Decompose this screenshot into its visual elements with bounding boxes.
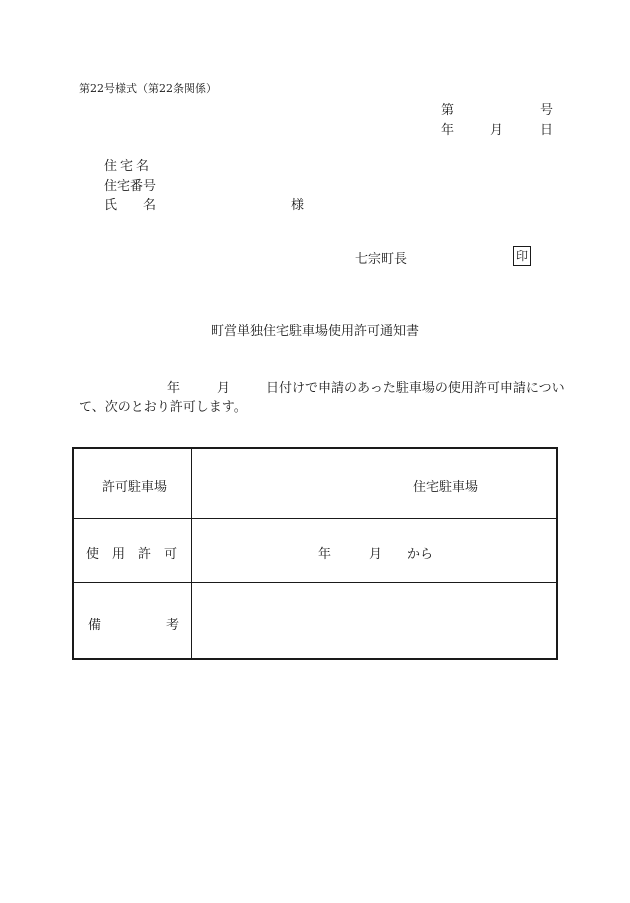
usage-permit-year: 年 — [318, 547, 332, 562]
recipient-name-label: 氏 名 — [104, 198, 157, 213]
parking-value: 住宅駐車場 — [413, 480, 479, 495]
usage-permit-month: 月 — [369, 547, 383, 562]
issue-date-year: 年 — [441, 123, 455, 138]
recipient-address-label: 住宅名 — [104, 159, 153, 174]
form-number: 第22号様式（第22条関係） — [79, 82, 217, 95]
table-row-divider — [74, 582, 556, 583]
document-number-suffix: 号 — [540, 103, 554, 118]
document-number-label: 第 — [441, 103, 455, 118]
permit-table — [72, 447, 558, 660]
recipient-house-number-label: 住宅番号 — [104, 179, 157, 194]
usage-permit-label: 使 用 許 可 — [86, 547, 178, 562]
parking-label: 許可駐車場 — [102, 480, 168, 495]
recipient-honorific: 様 — [291, 198, 305, 213]
table-column-divider — [191, 449, 192, 658]
issue-date-day: 日 — [540, 123, 554, 138]
usage-permit-from: から — [407, 547, 434, 562]
body-text-line2: て、次のとおり許可します。 — [79, 400, 247, 415]
issuer-title: 七宗町長 — [355, 252, 408, 267]
remarks-label-left: 備 — [88, 618, 102, 633]
body-year: 年 — [167, 381, 181, 396]
document-title: 町営単独住宅駐車場使用許可通知書 — [210, 324, 419, 339]
body-text-line1: 日付けで申請のあった駐車場の使用許可申請につい — [266, 381, 565, 396]
table-row-divider — [74, 518, 556, 519]
issue-date-month: 月 — [490, 123, 504, 138]
body-month: 月 — [217, 381, 231, 396]
seal-mark: 印 — [513, 246, 531, 266]
remarks-label-right: 考 — [166, 618, 180, 633]
